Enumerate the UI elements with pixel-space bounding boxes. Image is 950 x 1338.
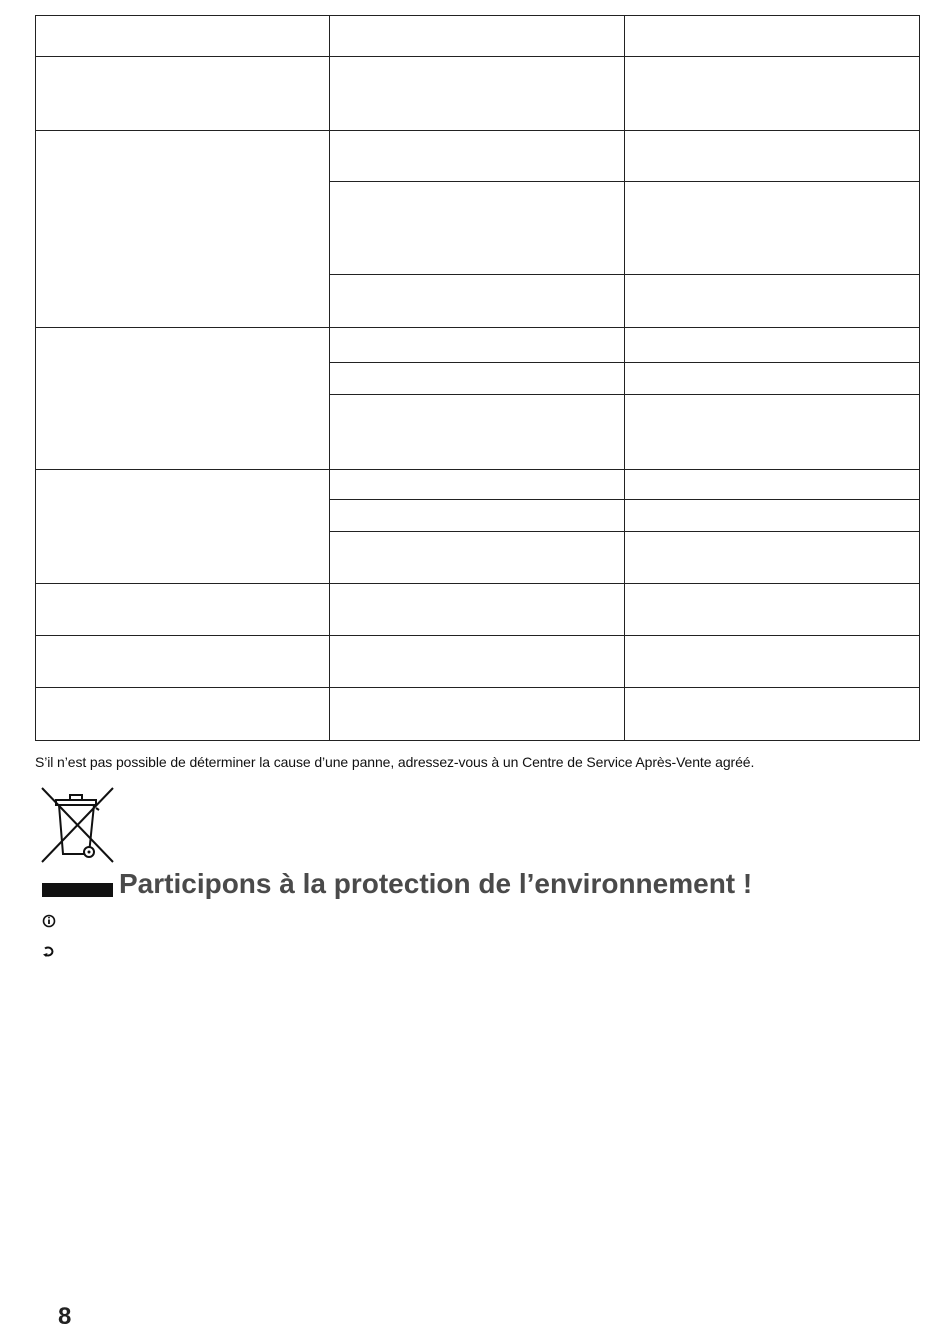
table-cell [330, 688, 625, 741]
table-cell [625, 275, 920, 328]
table-cell [625, 182, 920, 275]
table-cell [330, 395, 625, 470]
table-row [36, 328, 920, 363]
table-cell [36, 131, 330, 328]
table-cell [330, 532, 625, 584]
table-cell [625, 500, 920, 532]
table-cell [330, 16, 625, 57]
table-cell [330, 363, 625, 395]
table-cell [330, 57, 625, 131]
table-row [36, 688, 920, 741]
table-cell [36, 470, 330, 584]
section-marker-bar [42, 883, 113, 897]
table-cell [330, 636, 625, 688]
table-cell [625, 328, 920, 363]
table-row [36, 584, 920, 636]
table-cell [625, 532, 920, 584]
table-cell [625, 57, 920, 131]
recycle-arrow-icon [42, 944, 56, 958]
table-row [36, 57, 920, 131]
table-row [36, 131, 920, 182]
table-cell [625, 363, 920, 395]
table-cell [625, 688, 920, 741]
table-row [36, 16, 920, 57]
table-cell [36, 57, 330, 131]
table-cell [625, 131, 920, 182]
service-notice: S’il n’est pas possible de déterminer la cause d’une panne, adressez-vous à un Centre de Service Après-Vente agréé. [35, 754, 755, 770]
table-cell [36, 688, 330, 741]
table-row [36, 470, 920, 500]
table-row [36, 636, 920, 688]
table-cell [36, 636, 330, 688]
environment-heading: Participons à la protection de l’environnement ! [119, 868, 753, 899]
table-cell [330, 182, 625, 275]
crossed-out-wheelie-bin-icon [40, 786, 115, 864]
table-cell [36, 328, 330, 470]
table-cell [625, 16, 920, 57]
table-cell [625, 636, 920, 688]
info-circle-icon [42, 914, 56, 928]
table-cell [330, 275, 625, 328]
table-cell [625, 395, 920, 470]
table-cell [330, 500, 625, 532]
table-cell [625, 470, 920, 500]
page-number: 8 [58, 1303, 72, 1330]
table-cell [330, 131, 625, 182]
table-cell [330, 470, 625, 500]
table-cell [625, 584, 920, 636]
table-cell [36, 584, 330, 636]
troubleshooting-table [35, 15, 920, 741]
table-cell [36, 16, 330, 57]
table-cell [330, 328, 625, 363]
table-cell [330, 584, 625, 636]
